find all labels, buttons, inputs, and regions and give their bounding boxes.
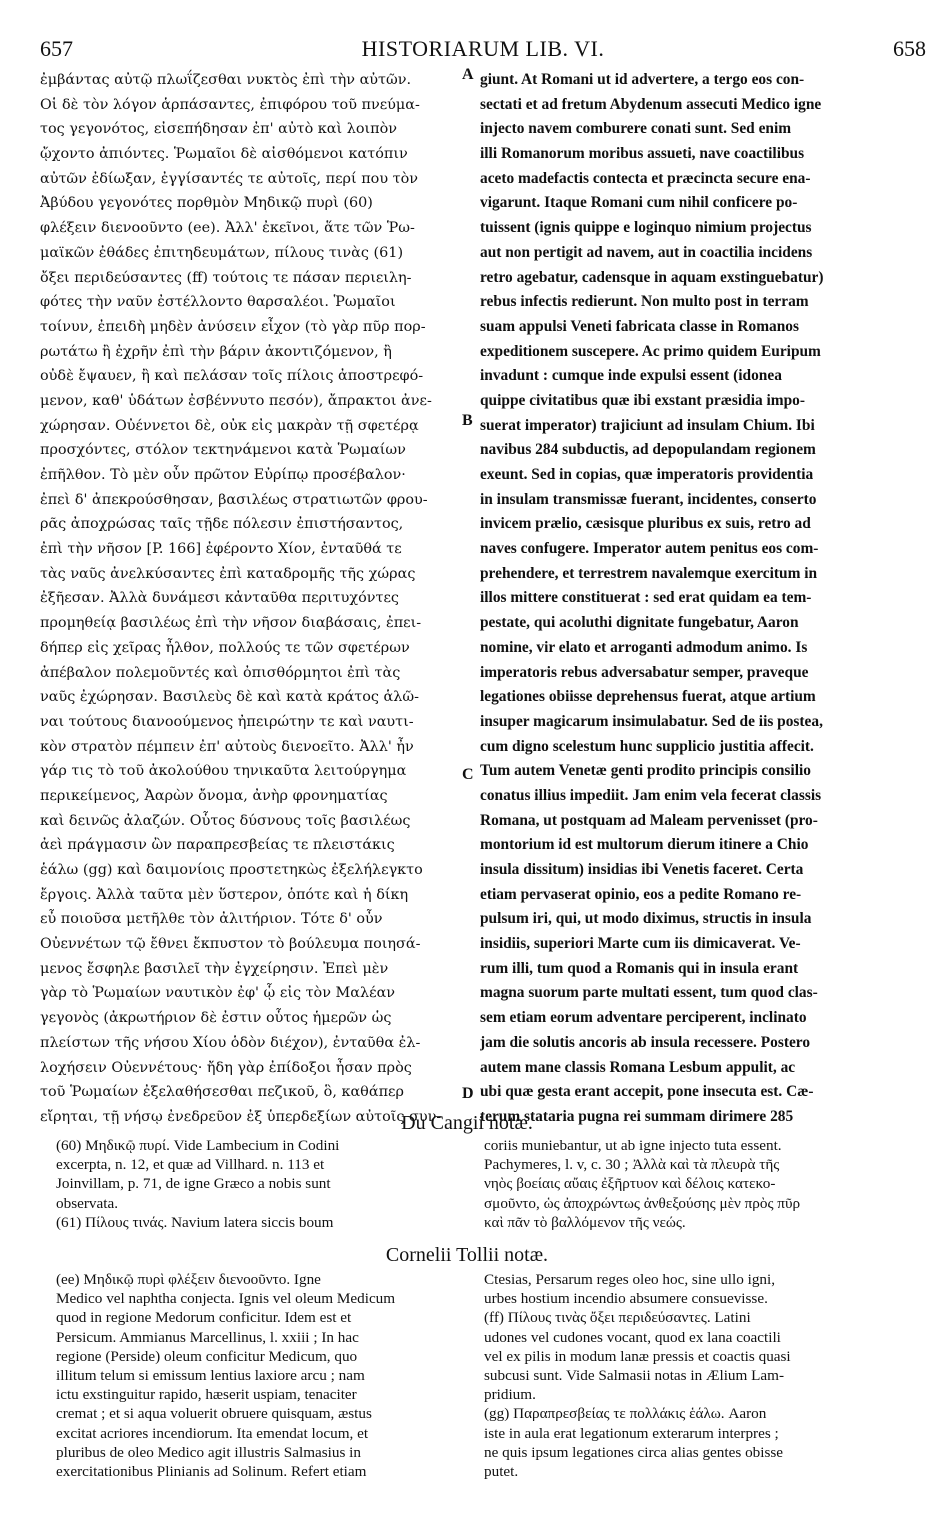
cangius-note-line: observata. — [56, 1194, 118, 1212]
tollius-note-line: exercitationibus Plinianis ad Solinum. Refert etiam — [56, 1462, 367, 1480]
latin-text-line: invadunt : cumque inde expulsi essent (idonea — [480, 367, 782, 385]
cangius-note-line: Pachymeres, l. v, c. 30 ; Ἀλλὰ καὶ τὰ πλευρὰ τῆς — [484, 1156, 780, 1174]
tollius-note-line: quod in regione Medorum conficitur. Idem est et — [56, 1309, 352, 1327]
latin-text-line: sectati et ad fretum Abydenum assecuti Medico igne — [480, 95, 822, 113]
margin-letter-c: C — [462, 766, 474, 783]
latin-text-line: invicem prælio, cæsisque pluribus ex suis, retro ad — [480, 515, 811, 533]
tollius-note-line: pluribus de oleo Medico agit illustris Salmasius in — [56, 1443, 361, 1461]
latin-text-line: illi Romanorum moribus assueti, nave coactilibus — [480, 145, 805, 163]
margin-letter-d: D — [462, 1085, 474, 1102]
cangius-notes-right — [484, 1136, 924, 1232]
greek-text-line: προσχόντες, στόλον τεκτηνάμενοι κατὰ Ῥωμαίων — [40, 442, 406, 459]
latin-text-line: terum stataria pugna rei summam dirimere 285 — [480, 1107, 794, 1125]
greek-text-line: ἐμβάντας αὐτῷ πλωΐζεσθαι νυκτὸς ἐπὶ τὴν αὐτῶν. — [40, 72, 412, 88]
latin-text-line: etiam pervaserat opinio, eos a pedite Romano re- — [480, 885, 802, 903]
greek-text-column — [40, 68, 462, 1130]
tollius-note-line: udones vel cudones vocant, quod ex lana coactili — [484, 1328, 781, 1346]
cangius-note-line: coriis muniebantur, ut ab igne injecto tuta essent. — [484, 1137, 782, 1154]
latin-text-line: in insulam transmissæ fuerant, incidentes, conserto — [480, 490, 817, 508]
latin-text-line: illos mittere constituerat : sed erat quidam ea tem- — [480, 589, 812, 607]
tollius-note-line: (gg) Παραπρεσβείας τε πολλάκις ἑάλω. Aaron — [484, 1405, 767, 1423]
page-number-left: 657 — [40, 36, 73, 61]
greek-text-line: μενον, καθ' ὑδάτων ἐσβέννυτο πεσόν), ἄπρακτοι ἀνε- — [40, 392, 432, 409]
tollius-note-line: ictu exstinguitur rapido, hæserit uspiam, tenaciter — [56, 1386, 357, 1404]
latin-text-line: injecto navem comburere conati sunt. Sed enim — [480, 120, 792, 138]
latin-text-line: rebus infectis redierunt. Non multo post in terram — [480, 293, 809, 311]
greek-text-line: γεγονὸς (ἀκρωτήριον δὲ ἐστιν οὗτος ἡμερῶν ὡς — [40, 1010, 392, 1027]
greek-text-line: λοχήσειν Οὐεννέτους· ἤδη γὰρ ἐπίδοξοι ἦσαν πρὸς — [40, 1059, 412, 1076]
greek-text-line: ἐπὶ τὴν νῆσον [P. 166] ἐφέροντο Χίον, ἐνταῦθά τε — [40, 541, 402, 558]
greek-text-line: ἀεὶ πράγμασιν ὢν παραπρεσβείας τε πλειστάκις — [40, 837, 395, 854]
greek-text-line: μαϊκῶν ἐθάδες ἐπιτηδευμάτων, πίλους τινὰς (61) — [40, 244, 404, 261]
tollius-note-line: pridium. — [484, 1386, 536, 1404]
greek-text-line: χώρησαν. Οὐέννετοι δὲ, οὐκ εἰς μακρὰν τῇ σφετέρᾳ — [40, 417, 419, 434]
greek-text-line: ὄξει περιδεύσαντες (ff) τούτοις τε πάσαν περιειλη- — [40, 269, 412, 286]
greek-text-line: ᾤχοντο ἀπιόντες. Ῥωμαῖοι δὲ αἰσθόμενοι κατόπιν — [40, 146, 408, 163]
latin-text-line: naves confugere. Imperator autem penitus eos com- — [480, 540, 819, 558]
latin-text-line: suam appulsi Veneti fabricata classe in Romanos — [480, 317, 799, 335]
running-header — [40, 36, 926, 68]
latin-text-line: vigarunt. Itaque Romani cum nihil conficere po- — [480, 194, 798, 212]
cangius-note-line: Joinvillam, p. 71, de igne Græco a nobis sunt — [56, 1175, 331, 1193]
latin-text-line: rum illi, tum quod a Romanis qui in insula erant — [480, 959, 799, 977]
latin-text-line: magna suorum parte multati essent, tum quod clas- — [480, 984, 818, 1002]
cangius-note-line: (60) Μηδικῷ πυρί. Vide Lambecium in Codini — [56, 1137, 340, 1154]
greek-text-line: γάρ τις τὸ τοῦ ἀκολούθου τηνικαῦτα λειτούργημα — [40, 763, 407, 780]
greek-text-line: ἀπέβαλον πολεμοῦντές καὶ ὀπισθόρμητοι ἐπὶ τὰς — [40, 664, 401, 681]
latin-text-line: conatus illius impediit. Jam enim vela fecerat classis — [480, 786, 822, 804]
greek-text-line: τὰς ναῦς ἀνελκύσαντες ἐπὶ καταδρομῆς τῆς χώρας — [40, 565, 416, 582]
tollius-note-line: (ff) Πίλους τινὰς ὄξει περιδεύσαντες. Latini — [484, 1309, 751, 1327]
latin-text-line: navibus 284 subductis, ad depopulandam regionem — [480, 441, 816, 459]
greek-text-line: ναι τούτους διανοούμενος ἠπειρώτην τε καὶ ναυτι- — [40, 713, 414, 730]
greek-text-line: φότες τὴν ναῦν ἐστέλλοντο θαρσαλέοι. Ῥωμαῖοι — [40, 294, 396, 311]
greek-text-line: ἐξῆεσαν. Ἀλλὰ δυνάμεσι κἀνταῦθα περιτυχόντες — [40, 590, 399, 607]
latin-text-line: aut non pertigit ad navem, aut in coactilia incidens — [480, 243, 813, 261]
greek-text-line: πλείστων τῆς νήσου Χίου ὁδὸν διέχον), ἐνταῦθα ἐλ- — [40, 1034, 421, 1051]
latin-text-line: tuissent (ignis quippe e loginquo nimium projectus — [480, 219, 812, 237]
tollius-note-line: Medico vel naphtha conjecta. Ignis vel oleum Medicum — [56, 1290, 396, 1308]
cangius-note-line: σμοῦντο, ὡς ἀποχρώντως ἀνθεξούσης μὲν πρὸς πῦρ — [484, 1194, 801, 1212]
tollius-note-line: putet. — [484, 1462, 519, 1480]
greek-text-line: ρωτάτω ἢ ἐχρῆν ἐπὶ τὴν βάριν ἀκοντιζόμενον, ἢ — [40, 343, 392, 360]
tollius-note-line: (ee) Μηδικῷ πυρὶ φλέξειν διενοοῦντο. Igne — [56, 1271, 321, 1288]
greek-text-line: ἑάλω (gg) καὶ δαιμονίοις προστετηκὼς ἐξελήλεγκτο — [40, 862, 423, 878]
greek-text-line: προμηθείᾳ βασιλέως ἐπὶ τὴν νῆσον διαβάσαις, ἐπει- — [40, 615, 422, 632]
running-title: HISTORIARUM LIB. VI. — [361, 36, 605, 61]
latin-text-line: sem etiam eorum adventare perciperent, inclinato — [480, 1009, 807, 1027]
latin-text-line: nomine, vir elato et arroganti admodum animo. Is — [480, 638, 808, 656]
tollius-notes-right — [484, 1270, 924, 1481]
latin-text-line: ubi quæ gesta erant accepit, pone insecuta est. Cæ- — [480, 1083, 814, 1101]
tollius-note-line: Ctesias, Persarum reges oleo hoc, sine ullo igni, — [484, 1271, 776, 1288]
latin-text-line: insuper magicarum insimulabatur. Sed de iis postea, — [480, 712, 823, 730]
margin-letter-b: B — [462, 412, 473, 429]
cangius-note-line: καὶ πᾶν τὸ βαλλόμενον τῆς νεώς. — [484, 1213, 686, 1231]
greek-text-line: φλέξειν διενοοῦντο (ee). Ἀλλ' ἐκεῖνοι, ἅτε τῶν Ῥω- — [40, 220, 415, 237]
latin-text-line: Tum autem Venetæ genti prodito principis consilio — [480, 762, 811, 780]
greek-text-line: δήπερ εἰς χεῖρας ἦλθον, πολλούς τε τῶν σφετέρων — [40, 639, 410, 656]
greek-text-line: οὐδὲ ἔψαυεν, ἢ καὶ πελάσαν τοῖς πίλοις ἀποστρεφό- — [40, 368, 424, 385]
greek-text-line: γὰρ τὸ Ῥωμαίων ναυτικὸν ἐφ' ᾧ εἰς τὸν Μαλέαν — [40, 985, 396, 1002]
greek-text-line: ἐπῆλθον. Τὸ μὲν οὖν πρῶτον Εὐρίπῳ προσέβαλον· — [40, 467, 406, 483]
greek-text-line: Οὐεννέτων τῷ ἔθνει ἔκπυστον τὸ βούλευμα ποιησά- — [40, 936, 421, 953]
latin-text-line: legationes obiisse deprehensus fuerat, atque artium — [480, 688, 816, 706]
latin-text-line: imperatoris rebus adversabatur semper, praveque — [480, 663, 809, 681]
latin-text-column — [480, 68, 928, 1130]
cangius-note-line: excerpta, n. 12, et quæ ad Villhard. n. 113 et — [56, 1156, 325, 1174]
latin-text-line: insidiis, superiori Marte cum iis dimicaverat. Ve- — [480, 935, 801, 953]
greek-text-line: ρᾶς ἀποχρώσας ταῖς τῇδε πόλεσιν ἐπιστήσαντος, — [40, 516, 404, 533]
greek-text-line: Ἀβύδου γεγονότες πορθμὸν Μηδικῷ πυρὶ (60) — [40, 195, 373, 212]
latin-text-line: pulsum iri, qui, ut modo diximus, structis in insula — [480, 910, 812, 928]
greek-text-line: ναῦς ἐχώρησαν. Βασιλεὺς δὲ καὶ κατὰ κράτος ἁλῶ- — [40, 689, 419, 706]
latin-text-line: pestate, qui acoluthi dignitate fungebatur, Aaron — [480, 614, 799, 632]
margin-letter-a: A — [462, 66, 474, 83]
greek-text-line: καὶ δεινῶς ἀλαζών. Οὗτος δύσνους τοῖς βασιλέως — [40, 812, 411, 829]
greek-text-line: ἐπεὶ δ' ἀπεκρούσθησαν, βασιλέως στρατιωτῶν φρου- — [40, 491, 428, 508]
greek-text-line: τος γεγονότος, εἰσεπήδησαν ἐπ' αὐτὸ καὶ λοιπὸν — [40, 121, 398, 138]
latin-text-line: retro agebatur, cadensque in aquam exstinguebatur) — [480, 268, 824, 286]
latin-text-line: montorium id est multorum dierum itinere a Chio — [480, 836, 809, 854]
latin-text-line: Romana, ut postquam ad Maleam pervenisset (pro- — [480, 811, 818, 829]
cangius-notes-left — [56, 1136, 460, 1232]
tollius-note-line: subcusi sunt. Vide Salmasii notas in Ælium Lam- — [484, 1366, 785, 1384]
greek-text-line: τοίνυν, ἐπειδὴ μηδὲν ἀνύσειν εἶχον (τὸ γὰρ πῦρ πορ- — [40, 318, 426, 335]
tollius-notes-left — [56, 1270, 460, 1481]
tollius-notes-heading: Cornelii Tollii notæ. — [385, 1244, 549, 1266]
latin-text-line: jam die solutis ancoris ab insula recessere. Postero — [480, 1033, 811, 1051]
latin-text-line: prehendere, et terrestrem navalemque exercitum in — [480, 564, 818, 582]
greek-text-line: κὸν στρατὸν πέμπειν ἐπ' αὐτοὺς διενοεῖτο. Ἀλλ' ἦν — [40, 738, 414, 755]
cangius-notes-heading: Du Cangii notæ. — [401, 1112, 533, 1134]
latin-text-line: suerat imperator) trajiciunt ad insulam Chium. Ibi — [480, 416, 815, 434]
cangius-note-line: νηὸς βοείαις αὔαις ἐξῆρτυον καὶ δέλοις κατεκο- — [484, 1175, 776, 1193]
cangius-note-line: (61) Πίλους τινάς. Navium latera siccis boum — [56, 1213, 334, 1231]
latin-text-line: autem mane classis Romana Lesbum appulit, ac — [480, 1058, 796, 1076]
latin-text-line: cum digno scelestum hunc supplicio justitia affecit. — [480, 737, 814, 755]
tollius-note-line: excitat acriores incendiorum. Ita emendat locum, et — [56, 1424, 369, 1442]
greek-text-line: μενος ἔσφηλε βασιλεῖ τὴν ἐγχείρησιν. Ἐπεὶ μὲν — [40, 960, 389, 977]
latin-text-line: giunt. At Romani ut id advertere, a tergo eos con- — [480, 71, 805, 88]
greek-text-line: τοῦ Ῥωμαίων ἐξελαθήσεσθαι πεζικοῦ, ὃ, καθάπερ — [40, 1084, 404, 1101]
latin-text-line: aceto madefactis contecta et præcincta secure ena- — [480, 169, 811, 187]
greek-text-line: περικείμενος, Ἀαρὼν ὄνομα, ἀνὴρ φρονηματίας — [40, 787, 388, 804]
tollius-note-line: iste in aula erat legationum exterarum interpres ; — [484, 1424, 779, 1442]
tollius-note-line: regione (Perside) oleum conficitur Medicum, quo — [56, 1347, 358, 1365]
tollius-note-line: cremat ; et si aqua voluerit obruere quisquam, æstus — [56, 1405, 372, 1423]
tollius-note-line: Persicum. Ammianus Marcellinus, l. xxiii ; In hac — [56, 1328, 359, 1346]
tollius-note-line: vel ex pilis in modum lanæ pressis et coactis quasi — [484, 1347, 791, 1365]
greek-text-line: εὖ ποιοῦσα μετῆλθε τὸν ἀλιτήριον. Τότε δ' οὖν — [40, 911, 383, 928]
greek-text-line: εἴρηται, τῇ νήσῳ ἐνεδρεῦον ἐξ ὑπερδεξίων αὐτοῖς συν- — [40, 1108, 442, 1125]
tollius-note-line: urbes hostium incendio absumere consuevisse. — [484, 1290, 768, 1308]
greek-text-line: Οἱ δὲ τὸν λόγον ἁρπάσαντες, ἐπιφόρου τοῦ πνεύμα- — [40, 96, 420, 113]
greek-text-line: ἔργοις. Ἀλλὰ ταῦτα μὲν ὕστερον, ὁπότε καὶ ἡ δίκη — [40, 886, 409, 903]
tollius-note-line: ne quis ipsum legationes circa alias gentes obisse — [484, 1443, 784, 1461]
latin-text-line: exeunt. Sed in copias, quæ imperatoris providentia — [480, 466, 814, 483]
greek-text-line: αὐτῶν ἐδίωξαν, ἐγγίσαντές τε αὐτοῖς, περί που τὸν — [40, 170, 419, 187]
latin-text-line: insula dissitum) insidias ibi Venetis faceret. Certa — [480, 861, 804, 878]
page-number-right: 658 — [893, 36, 926, 61]
latin-text-line: expeditionem suscepere. Ac primo quidem Euripum — [480, 342, 821, 360]
tollius-note-line: illitum telum si emissum lentius laxiore arcu ; nam — [56, 1366, 365, 1384]
latin-text-line: quippe civitatibus quæ ibi exstant præsidia impo- — [480, 391, 805, 409]
